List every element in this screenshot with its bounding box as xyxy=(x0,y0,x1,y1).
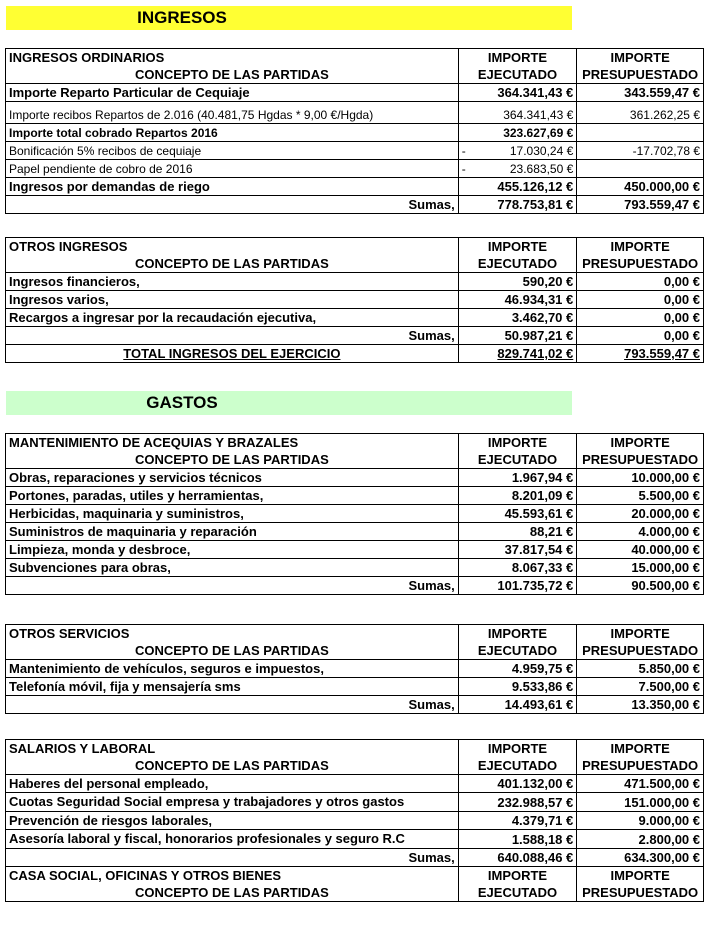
sum-budgeted: 793.559,47 € xyxy=(577,196,704,214)
table-row: Limpieza, monda y desbroce, 37.817,54 € 40.000,00 € xyxy=(6,541,704,559)
table-row: Cuotas Seguridad Social empresa y trabajadores y otros gastos 232.988,57 € 151.000,00 € xyxy=(6,793,704,812)
table-row: Importe Reparto Particular de Cequiaje 364.341,43 € 343.559,47 € xyxy=(6,84,704,102)
col-header-concept: CONCEPTO DE LAS PARTIDAS xyxy=(6,66,459,84)
col-header-concept: CONCEPTO DE LAS PARTIDAS xyxy=(6,451,459,469)
table-row: Papel pendiente de cobro de 2016 - 23.683,50 € xyxy=(6,160,704,178)
sums-label: Sumas, xyxy=(6,696,459,714)
table-row: Asesoría laboral y fiscal, honorarios profesionales y seguro R.C 1.588,18 € 2.800,00 € xyxy=(6,830,704,849)
table-row: Subvenciones para obras, 8.067,33 € 15.000,00 € xyxy=(6,559,704,577)
table-row: Telefonía móvil, fija y mensajería sms 9.533,86 € 7.500,00 € xyxy=(6,678,704,696)
sum-budgeted: 90.500,00 € xyxy=(577,577,704,595)
col-header-executed: IMPORTE EJECUTADO xyxy=(458,238,577,273)
sums-row xyxy=(6,696,704,714)
sums-label: Sumas, xyxy=(6,577,459,595)
table-row: Importe total cobrado Repartos 2016 323.627,69 € xyxy=(6,124,704,142)
ingresos-banner: INGRESOS xyxy=(6,6,572,30)
sums-label: Sumas, xyxy=(6,849,459,867)
col-header-budgeted: IMPORTE PRESUPUESTADO xyxy=(577,434,704,469)
table-row: Ingresos por demandas de riego 455.126,12 € 450.000,00 € xyxy=(6,178,704,196)
otros-ingresos-table xyxy=(5,237,704,363)
total-executed: 829.741,02 € xyxy=(458,345,577,363)
minus-sign: - xyxy=(461,144,466,158)
sum-executed: 640.088,46 € xyxy=(458,849,577,867)
section-title: OTROS INGRESOS xyxy=(6,238,459,256)
col-header-budgeted: IMPORTE PRESUPUESTADO xyxy=(577,238,704,273)
sum-executed: 101.735,72 € xyxy=(458,577,577,595)
sums-row xyxy=(6,577,704,595)
table-row: Portones, paradas, utiles y herramientas, 8.201,09 € 5.500,00 € xyxy=(6,487,704,505)
col-header-executed: IMPORTE EJECUTADO xyxy=(458,625,577,660)
col-header-executed: IMPORTE EJECUTADO xyxy=(458,740,577,775)
sums-row xyxy=(6,327,704,345)
col-header-executed: IMPORTE EJECUTADO xyxy=(458,49,577,84)
otros-servicios-table xyxy=(5,624,704,714)
col-header-budgeted: IMPORTE PRESUPUESTADO xyxy=(577,740,704,775)
mantenimiento-table xyxy=(5,433,704,595)
section-title: SALARIOS Y LABORAL xyxy=(6,740,459,758)
sums-label: Sumas, xyxy=(6,196,459,214)
total-ingresos-label: TOTAL INGRESOS DEL EJERCICIO xyxy=(6,345,459,363)
sums-row xyxy=(6,196,704,214)
col-header-executed: IMPORTE EJECUTADO xyxy=(458,867,577,902)
sum-budgeted: 0,00 € xyxy=(577,327,704,345)
section-title: OTROS SERVICIOS xyxy=(6,625,459,643)
col-header-executed: IMPORTE EJECUTADO xyxy=(458,434,577,469)
section-title: INGRESOS ORDINARIOS xyxy=(6,49,459,67)
table-row: Mantenimiento de vehículos, seguros e impuestos, 4.959,75 € 5.850,00 € xyxy=(6,660,704,678)
table-row: Herbicidas, maquinaria y suministros, 45.593,61 € 20.000,00 € xyxy=(6,505,704,523)
table-row: Ingresos varios, 46.934,31 € 0,00 € xyxy=(6,291,704,309)
sum-budgeted: 13.350,00 € xyxy=(577,696,704,714)
sum-executed: 50.987,21 € xyxy=(458,327,577,345)
table-row: Recargos a ingresar por la recaudación ejecutiva, 3.462,70 € 0,00 € xyxy=(6,309,704,327)
table-row: Haberes del personal empleado, 401.132,00 € 471.500,00 € xyxy=(6,775,704,793)
col-header-concept: CONCEPTO DE LAS PARTIDAS xyxy=(6,642,459,660)
section-title: MANTENIMIENTO DE ACEQUIAS Y BRAZALES xyxy=(6,434,459,452)
table-row: Ingresos financieros, 590,20 € 0,00 € xyxy=(6,273,704,291)
ingresos-ordinarios-table xyxy=(5,48,704,214)
col-header-concept: CONCEPTO DE LAS PARTIDAS xyxy=(6,255,459,273)
salarios-table xyxy=(5,739,704,902)
table-row: Bonificación 5% recibos de cequiaje - 17.030,24 € -17.702,78 € xyxy=(6,142,704,160)
col-header-budgeted: IMPORTE PRESUPUESTADO xyxy=(577,49,704,84)
sum-executed: 14.493,61 € xyxy=(458,696,577,714)
sum-budgeted: 634.300,00 € xyxy=(577,849,704,867)
table-row: Prevención de riesgos laborales, 4.379,71 € 9.000,00 € xyxy=(6,812,704,830)
minus-sign: - xyxy=(461,162,466,176)
sums-row xyxy=(6,849,704,867)
sums-label: Sumas, xyxy=(6,327,459,345)
gastos-banner: GASTOS xyxy=(6,391,572,415)
sum-executed: 778.753,81 € xyxy=(458,196,577,214)
col-header-concept: CONCEPTO DE LAS PARTIDAS xyxy=(6,757,459,775)
table-row: Suministros de maquinaria y reparación 88,21 € 4.000,00 € xyxy=(6,523,704,541)
section-title: CASA SOCIAL, OFICINAS Y OTROS BIENES xyxy=(6,867,459,885)
table-row: Importe recibos Repartos de 2.016 (40.481,75 Hgdas * 9,00 €/Hgda) 364.341,43 € 361.262,25 € xyxy=(6,102,704,124)
col-header-concept: CONCEPTO DE LAS PARTIDAS xyxy=(6,884,459,902)
total-budgeted: 793.559,47 € xyxy=(577,345,704,363)
table-row: Obras, reparaciones y servicios técnicos 1.967,94 € 10.000,00 € xyxy=(6,469,704,487)
col-header-budgeted: IMPORTE PRESUPUESTADO xyxy=(577,867,704,902)
total-row xyxy=(6,345,704,363)
col-header-budgeted: IMPORTE PRESUPUESTADO xyxy=(577,625,704,660)
